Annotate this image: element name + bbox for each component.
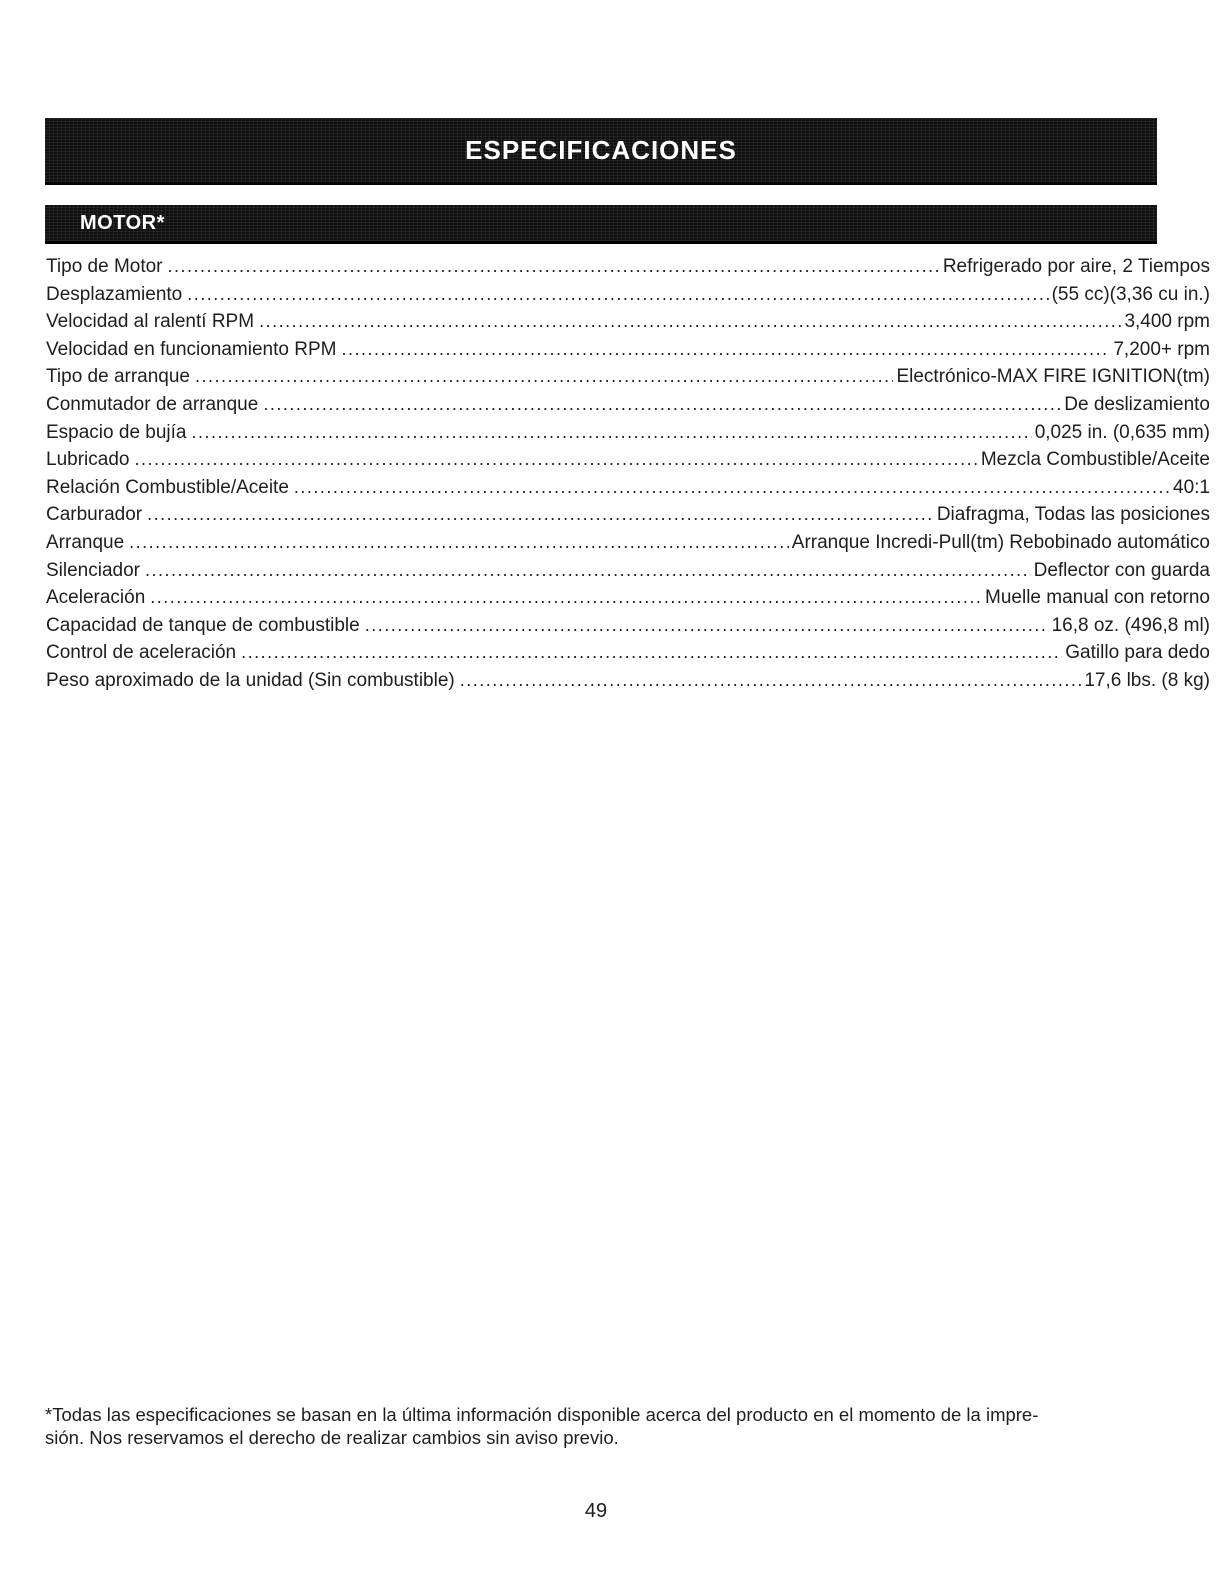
dot-leader	[187, 281, 1048, 309]
dot-leader	[195, 363, 893, 391]
spec-value: 0,025 in. (0,635 mm)	[1034, 421, 1210, 443]
dot-leader	[365, 612, 1049, 640]
spec-label: Peso aproximado de la unidad (Sin combustible)	[46, 669, 455, 691]
spec-row	[46, 612, 1210, 640]
dot-leader	[263, 391, 1061, 419]
dot-leader	[192, 419, 1032, 447]
spec-row	[46, 667, 1210, 695]
dot-leader	[241, 639, 1062, 667]
dot-leader	[294, 474, 1170, 502]
footnote-line-1: *Todas las especificaciones se basan en la última información disponible acerca del producto en el momento de la impre-	[45, 1404, 1039, 1425]
dot-leader	[145, 557, 1031, 585]
spec-label: Velocidad en funcionamiento RPM	[46, 338, 337, 360]
dot-leader	[129, 529, 789, 557]
spec-label: Aceleración	[46, 587, 146, 609]
spec-row	[46, 419, 1210, 447]
spec-label: Silenciador	[46, 559, 140, 581]
spec-value: 3,400 rpm	[1124, 311, 1210, 333]
spec-value: Gatillo para dedo	[1065, 642, 1210, 664]
spec-list	[46, 253, 1210, 695]
spec-row	[46, 446, 1210, 474]
spec-label: Velocidad al ralentí RPM	[46, 311, 255, 333]
spec-label: Conmutador de arranque	[46, 393, 259, 415]
spec-row	[46, 391, 1210, 419]
spec-label: Capacidad de tanque de combustible	[46, 614, 360, 636]
dot-leader	[460, 667, 1082, 695]
specifications-header-banner	[45, 118, 1157, 185]
spec-label: Control de aceleración	[46, 642, 237, 664]
spec-row	[46, 363, 1210, 391]
spec-value: 17,6 lbs. (8 kg)	[1084, 669, 1210, 691]
dot-leader	[168, 253, 940, 281]
spec-value: 16,8 oz. (496,8 ml)	[1051, 614, 1210, 636]
spec-value: Electrónico-MAX FIRE IGNITION(tm)	[896, 366, 1210, 388]
spec-value: Diafragma, Todas las posiciones	[936, 504, 1210, 526]
spec-row	[46, 501, 1210, 529]
spec-value: Refrigerado por aire, 2 Tiempos	[942, 256, 1210, 277]
spec-row	[46, 557, 1210, 585]
footnote	[45, 1404, 1038, 1449]
spec-label: Arranque	[46, 531, 125, 553]
spec-value: Arranque Incredi-Pull(tm) Rebobinado automático	[791, 531, 1210, 553]
dot-leader	[341, 336, 1110, 364]
section-title: MOTOR*	[80, 211, 165, 234]
spec-row	[46, 474, 1210, 502]
spec-label: Relación Combustible/Aceite	[46, 476, 289, 498]
spec-value: 7,200+ rpm	[1113, 338, 1210, 360]
spec-value: 40:1	[1173, 476, 1210, 498]
spec-row	[46, 336, 1210, 364]
spec-row	[46, 253, 1210, 281]
spec-value: Deflector con guarda	[1033, 559, 1210, 581]
spec-value: (55 cc)(3,36 cu in.)	[1051, 283, 1210, 305]
spec-label: Tipo de Motor	[46, 256, 163, 277]
spec-row	[46, 529, 1210, 557]
spec-label: Espacio de bujía	[46, 421, 187, 443]
page-number: 49	[584, 1500, 608, 1522]
spec-row	[46, 281, 1210, 309]
dot-leader	[150, 584, 982, 612]
spec-row	[46, 584, 1210, 612]
spec-value: Muelle manual con retorno	[985, 587, 1210, 609]
spec-label: Tipo de arranque	[46, 366, 191, 388]
spec-label: Desplazamiento	[46, 283, 183, 305]
motor-section-banner	[45, 205, 1157, 244]
spec-label: Carburador	[46, 504, 143, 526]
dot-leader	[134, 446, 977, 474]
spec-label: Lubricado	[46, 449, 130, 471]
spec-value: Mezcla Combustible/Aceite	[980, 449, 1210, 471]
dot-leader	[259, 308, 1121, 336]
spec-row	[46, 308, 1210, 336]
footnote-line-2: sión. Nos reservamos el derecho de realizar cambios sin aviso previo.	[45, 1426, 619, 1448]
dot-leader	[147, 501, 934, 529]
spec-value: De deslizamiento	[1064, 393, 1210, 415]
spec-row	[46, 639, 1210, 667]
page-title: ESPECIFICACIONES	[465, 134, 737, 165]
